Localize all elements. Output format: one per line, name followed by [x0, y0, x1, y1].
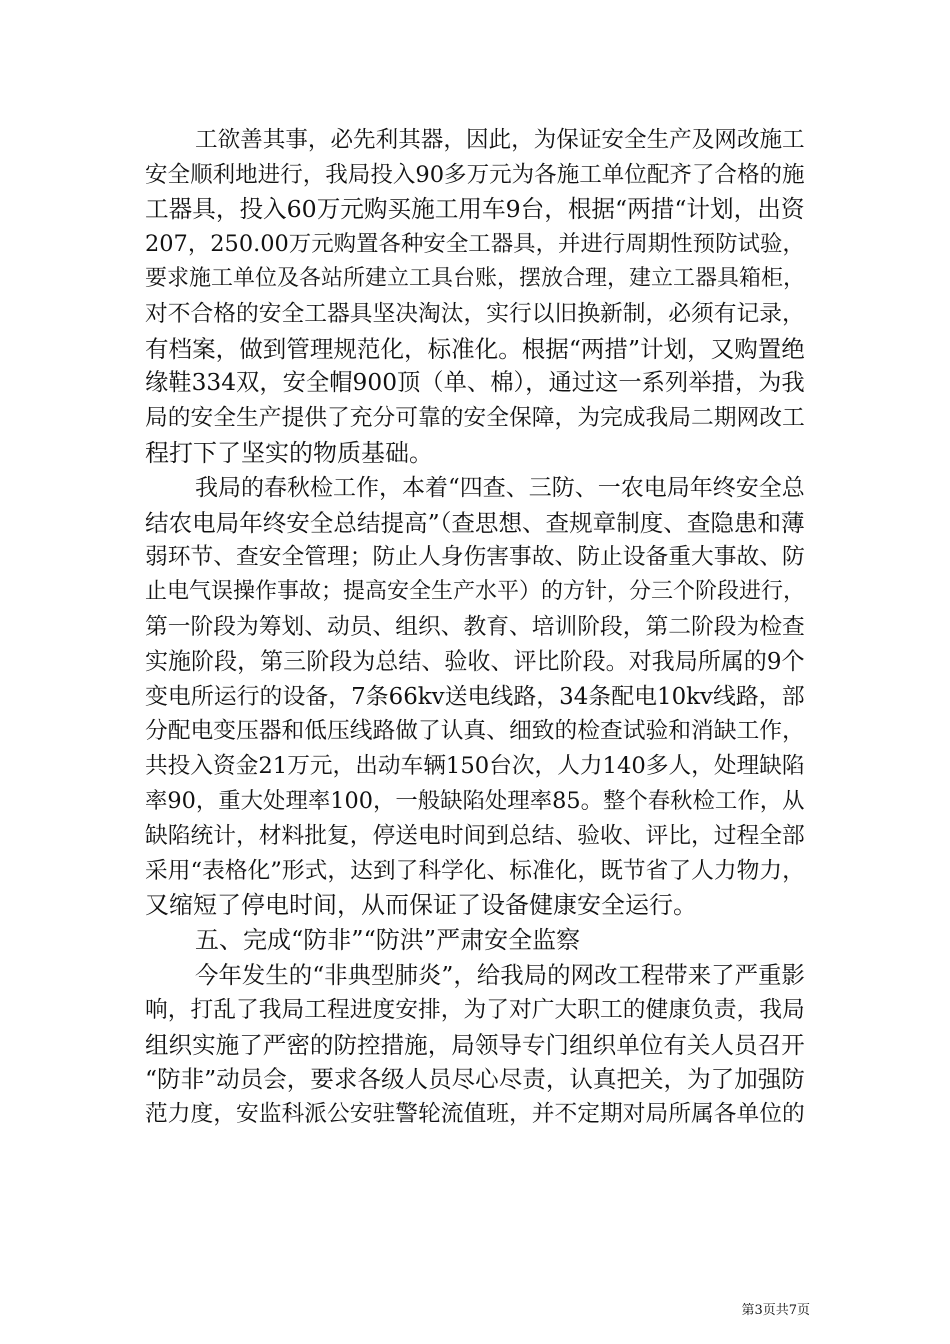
- body-text-line: “防非”动员会，要求各级人员尽心尽责，认真把关，为了加强防: [145, 1065, 805, 1093]
- body-text-line: 缺陷统计，材料批复，停送电时间到总结、验收、评比，过程全部: [145, 823, 805, 849]
- body-text-line: 工器具，投入60万元购买施工用车9台，根据“两措“计划，出资: [145, 195, 805, 223]
- section-heading: 五、完成“防非”“防洪”严肃安全监察: [195, 926, 581, 954]
- body-text-line: 实施阶段，第三阶段为总结、验收、评比阶段。对我局所属的9个: [145, 649, 805, 675]
- body-text-line: 对不合格的安全工器具坚决淘汰，实行以旧换新制，必须有记录，: [145, 301, 805, 327]
- body-text-line: 有档案，做到管理规范化，标准化。根据“两措”计划，又购置绝: [145, 335, 805, 363]
- body-text-line: 范力度，安监科派公安驻警轮流值班，并不定期对局所属各单位的: [145, 1101, 805, 1127]
- body-text-line: 响，打乱了我局工程进度安排，为了对广大职工的健康负责，我局: [145, 997, 805, 1023]
- body-text-line: 变电所运行的设备，7条66kv送电线路，34条配电10kv线路，部: [145, 684, 805, 710]
- body-text-line: 第一阶段为筹划、动员、组织、教育、培训阶段，第二阶段为检查: [145, 614, 805, 640]
- body-text-line: 今年发生的“非典型肺炎”，给我局的网改工程带来了严重影: [195, 961, 805, 989]
- body-text-line: 我局的春秋检工作，本着“四查、三防、一农电局年终安全总: [195, 475, 805, 501]
- page-number: 第3页共7页: [741, 1303, 810, 1318]
- body-text-line: 采用“表格化”形式，达到了科学化、标准化，既节省了人力物力，: [145, 858, 805, 884]
- body-text-line: 程打下了坚实的物质基础。: [145, 439, 433, 467]
- body-text-line: 又缩短了停电时间，从而保证了设备健康安全运行。: [145, 891, 697, 919]
- body-text-line: 结农电局年终安全总结提高”（查思想、查规章制度、查隐患和薄: [145, 509, 805, 537]
- body-text-line: 组织实施了严密的防控措施，局领导专门组织单位有关人员召开: [145, 1031, 805, 1059]
- body-text-line: 共投入资金21万元，出动车辆150台次，人力140多人，处理缺陷: [145, 753, 805, 779]
- body-text-line: 弱环节、查安全管理；防止人身伤害事故、防止设备重大事故、防: [145, 544, 805, 570]
- body-text-line: 率90，重大处理率100，一般缺陷处理率85。整个春秋检工作，从: [145, 788, 805, 814]
- body-text-line: 分配电变压器和低压线路做了认真、细致的检查试验和消缺工作，: [145, 718, 805, 744]
- body-text-line: 缘鞋334双，安全帽900顶（单、棉），通过这一系列举措，为我: [145, 369, 805, 396]
- body-text-line: 局的安全生产提供了充分可靠的安全保障，为完成我局二期网改工: [145, 405, 805, 431]
- body-text-line: 安全顺利地进行，我局投入90多万元为各施工单位配齐了合格的施: [145, 162, 805, 188]
- body-text-line: 止电气误操作事故；提高安全生产水平）的方针，分三个阶段进行，: [145, 579, 806, 604]
- body-text-line: 要求施工单位及各站所建立工具台账，摆放合理，建立工器具箱柜，: [145, 266, 806, 291]
- body-text-line: 207，250.00万元购置各种安全工器具，并进行周期性预防试验，: [145, 231, 805, 257]
- body-text-line: 工欲善其事，必先利其器，因此，为保证安全生产及网改施工: [195, 127, 805, 153]
